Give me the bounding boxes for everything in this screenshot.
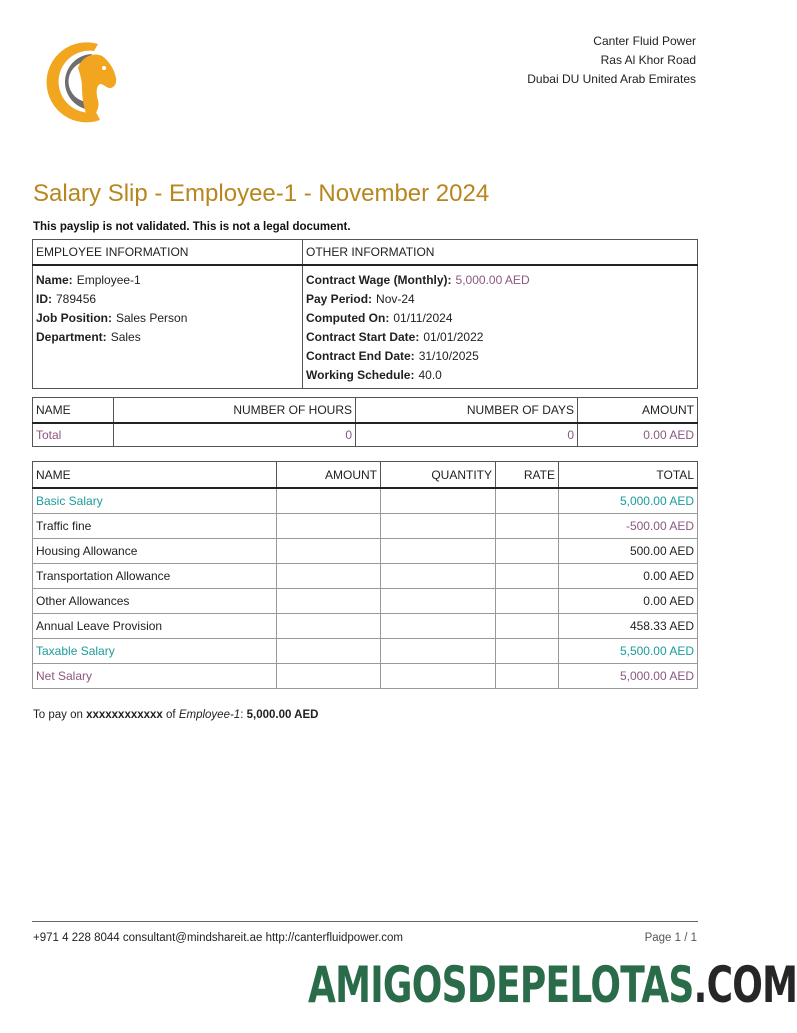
line-name: Transportation Allowance xyxy=(33,564,277,589)
employee-info-header: EMPLOYEE INFORMATION xyxy=(33,240,303,266)
table-row xyxy=(33,539,698,564)
working-schedule-row: Working Schedule: 40.0 xyxy=(306,368,442,382)
lines-col-rate: RATE xyxy=(496,462,559,489)
pay-period-row: Pay Period: Nov-24 xyxy=(306,292,415,306)
to-pay-amount: 5,000.00 AED xyxy=(246,709,319,721)
hours-total-amount: 0.00 AED xyxy=(578,423,698,447)
line-amount xyxy=(277,539,381,564)
watermark-tld: .COM xyxy=(693,956,797,1014)
line-rate xyxy=(496,514,559,539)
line-quantity xyxy=(381,564,496,589)
line-amount xyxy=(277,564,381,589)
table-row xyxy=(33,488,698,514)
to-pay-account: xxxxxxxxxxxx xyxy=(86,709,163,721)
contract-end-row: Contract End Date: 31/10/2025 xyxy=(306,349,479,363)
line-name: Other Allowances xyxy=(33,589,277,614)
line-quantity xyxy=(381,614,496,639)
line-name: Basic Salary xyxy=(33,488,277,514)
table-row xyxy=(33,423,698,447)
to-pay-of: of xyxy=(166,709,176,721)
line-quantity xyxy=(381,514,496,539)
line-amount xyxy=(277,589,381,614)
line-amount xyxy=(277,664,381,689)
line-amount xyxy=(277,514,381,539)
horse-logo-icon xyxy=(38,38,122,126)
other-info-header: OTHER INFORMATION xyxy=(303,240,698,266)
line-name: Annual Leave Provision xyxy=(33,614,277,639)
hours-col-days: NUMBER OF DAYS xyxy=(356,398,578,424)
worked-days-table xyxy=(32,397,698,447)
department-row: Department: Sales xyxy=(36,330,141,344)
footer-contact: +971 4 228 8044 consultant@mindshareit.ae http://canterfluidpower.com xyxy=(33,932,404,944)
line-rate xyxy=(496,639,559,664)
line-quantity xyxy=(381,539,496,564)
line-amount xyxy=(277,639,381,664)
line-rate xyxy=(496,614,559,639)
line-total: 458.33 AED xyxy=(559,614,698,639)
line-quantity xyxy=(381,488,496,514)
company-city: Dubai DU United Arab Emirates xyxy=(527,72,696,86)
table-row xyxy=(33,564,698,589)
line-total: 5,000.00 AED xyxy=(559,488,698,514)
other-info-cell xyxy=(303,265,698,389)
table-row xyxy=(33,589,698,614)
line-name: Net Salary xyxy=(33,664,277,689)
line-total: 500.00 AED xyxy=(559,539,698,564)
line-total: -500.00 AED xyxy=(559,514,698,539)
company-name: Canter Fluid Power xyxy=(593,34,696,48)
table-row xyxy=(33,664,698,689)
line-name: Housing Allowance xyxy=(33,539,277,564)
employee-id-row: ID: 789456 xyxy=(36,292,97,306)
company-logo xyxy=(38,38,122,126)
to-pay-line xyxy=(33,709,318,721)
table-row xyxy=(33,514,698,539)
line-quantity xyxy=(381,589,496,614)
page-number: Page 1 / 1 xyxy=(644,932,697,944)
footer-divider xyxy=(32,921,698,922)
line-rate xyxy=(496,539,559,564)
line-total: 5,000.00 AED xyxy=(559,664,698,689)
to-pay-colon: : xyxy=(240,709,244,721)
line-amount xyxy=(277,614,381,639)
hours-col-amount: AMOUNT xyxy=(578,398,698,424)
line-name: Taxable Salary xyxy=(33,639,277,664)
lines-col-amount: AMOUNT xyxy=(277,462,381,489)
line-amount xyxy=(277,488,381,514)
company-street: Ras Al Khor Road xyxy=(600,53,696,67)
line-quantity xyxy=(381,664,496,689)
validation-warning: This payslip is not validated. This is not a legal document. xyxy=(33,221,351,233)
contract-start-row: Contract Start Date: 01/01/2022 xyxy=(306,330,484,344)
line-total: 5,500.00 AED xyxy=(559,639,698,664)
line-rate xyxy=(496,589,559,614)
line-total: 0.00 AED xyxy=(559,564,698,589)
page-title: Salary Slip - Employee-1 - November 2024 xyxy=(33,180,490,207)
computed-on-row: Computed On: 01/11/2024 xyxy=(306,311,453,325)
to-pay-employee: Employee-1 xyxy=(178,709,241,721)
line-quantity xyxy=(381,639,496,664)
hours-col-name: NAME xyxy=(33,398,114,424)
hours-total-hours: 0 xyxy=(114,423,356,447)
job-position-row: Job Position: Sales Person xyxy=(36,311,188,325)
lines-col-total: TOTAL xyxy=(559,462,698,489)
watermark-main: AMIGOSDEPELOTAS xyxy=(308,956,694,1014)
line-name: Traffic fine xyxy=(33,514,277,539)
company-address xyxy=(527,32,696,89)
contract-wage-row: Contract Wage (Monthly): 5,000.00 AED xyxy=(306,273,530,287)
hours-col-hours: NUMBER OF HOURS xyxy=(114,398,356,424)
hours-total-label: Total xyxy=(33,423,114,447)
line-rate xyxy=(496,488,559,514)
employee-name-row: Name: Employee-1 xyxy=(36,273,141,287)
table-row xyxy=(33,639,698,664)
line-rate xyxy=(496,564,559,589)
table-row xyxy=(33,614,698,639)
hours-total-days: 0 xyxy=(356,423,578,447)
to-pay-prefix: To pay on xyxy=(33,709,83,721)
info-table xyxy=(32,239,698,389)
lines-col-quantity: QUANTITY xyxy=(381,462,496,489)
line-rate xyxy=(496,664,559,689)
employee-info-cell xyxy=(33,265,303,389)
lines-col-name: NAME xyxy=(33,462,277,489)
line-total: 0.00 AED xyxy=(559,589,698,614)
salary-lines-table xyxy=(32,461,698,689)
watermark xyxy=(308,956,797,1014)
